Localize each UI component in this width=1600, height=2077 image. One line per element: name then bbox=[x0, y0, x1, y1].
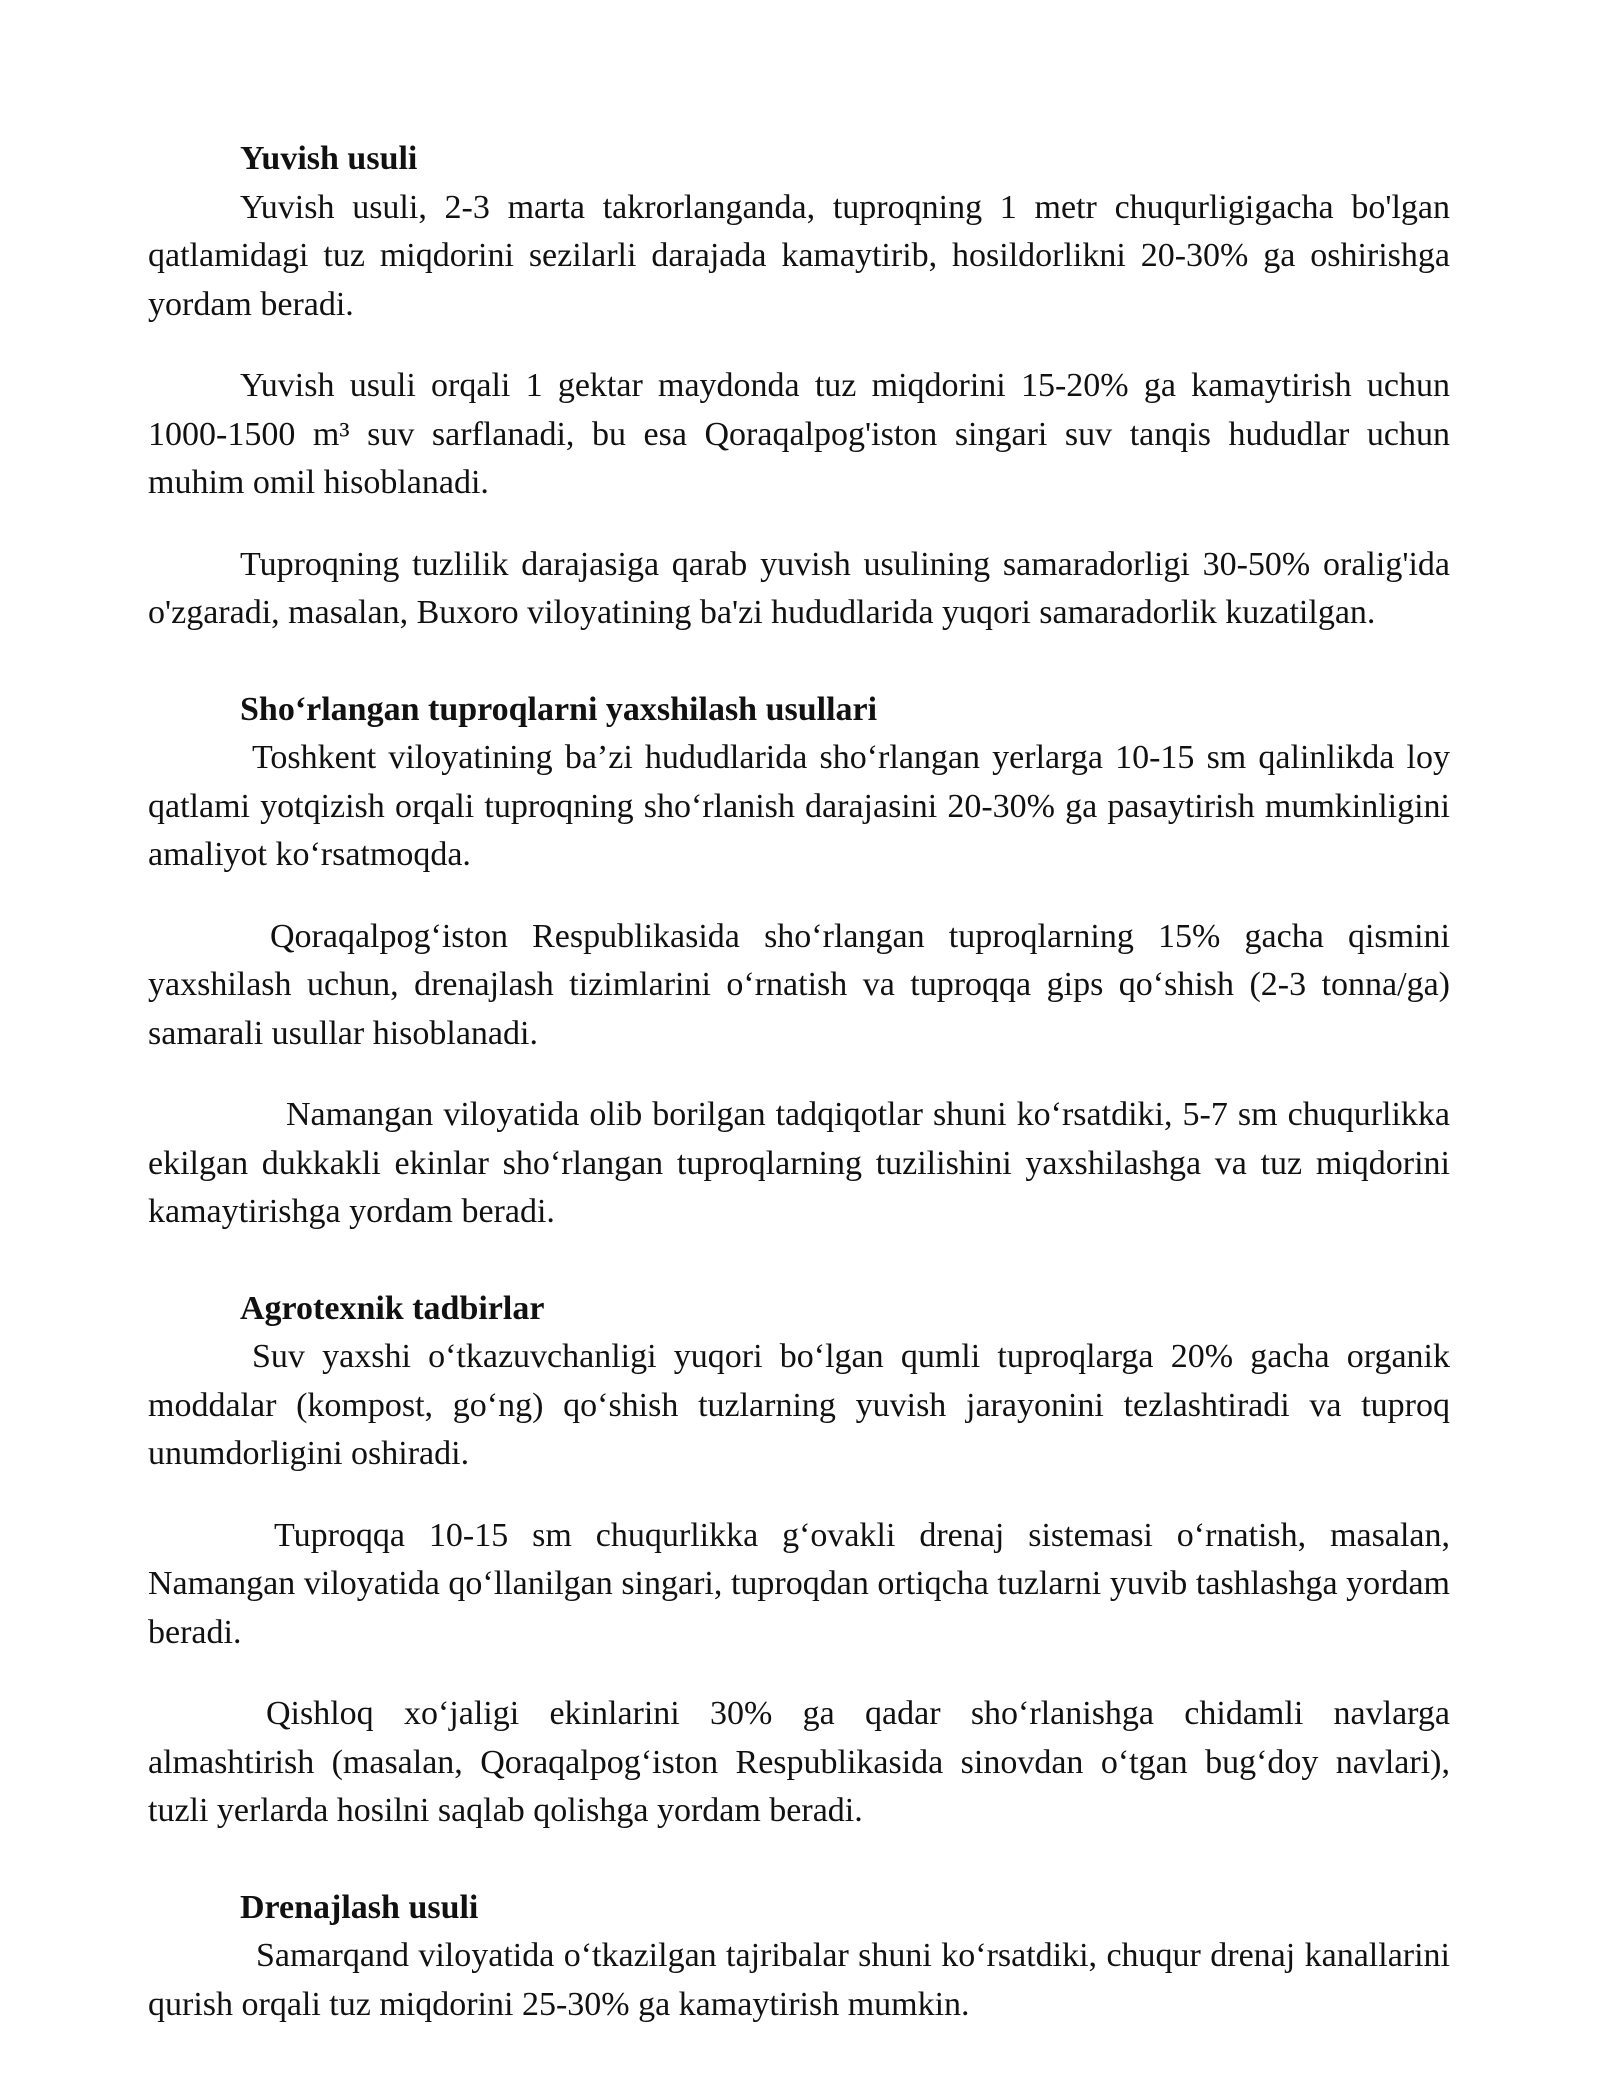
document-body bbox=[148, 135, 1450, 2077]
section-heading: Yuvish usuli bbox=[240, 140, 418, 177]
paragraph: Tuproqning tuzlilik darajasiga qarab yuvish usulining samaradorligi 30-50% oralig'ida o'zgaradi, masalan, Buxoro viloyatining ba'zi hududlarida yuqori samaradorlik kuzatilgan. bbox=[148, 545, 1450, 631]
section-drenajlash-usuli bbox=[148, 1884, 1450, 2030]
paragraph: Qishloq xo‘jaligi ekinlarini 30% ga qadar sho‘rlanishga chidamli navlarga almashtirish (masalan, Qoraqalpog‘iston Respublikasida sinovdan o‘tgan bug‘doy navlari), tuzli yerlarda hosilni saqlab qolishga yordam beradi. bbox=[148, 1695, 1450, 1829]
paragraph: Toshkent viloyatining ba’zi hududlarida sho‘rlangan yerlarga 10-15 sm qalinlikda loy qatlami yotqizish orqali tuproqning sho‘rlanish darajasini 20-30% ga pasaytirish mumkinligini amaliyot ko‘rsatmoqda. bbox=[148, 739, 1450, 873]
section-shorlangan-tuproqlar bbox=[148, 686, 1450, 1237]
section-heading: Sho‘rlangan tuproqlarni yaxshilash usullari bbox=[240, 690, 878, 728]
paragraph: Yuvish usuli orqali 1 gektar maydonda tuz miqdorini 15-20% ga kamaytirish uchun 1000-1500 m³ suv sarflanadi, bu esa Qoraqalpog'iston singari suv tanqis hududlar uchun muhim omil hisoblanadi. bbox=[148, 367, 1450, 501]
paragraph: Namangan viloyatida olib borilgan tadqiqotlar shuni ko‘rsatdiki, 5-7 sm chuqurlikka ekilgan dukkakli ekinlar sho‘rlangan tuproqlarning tuzilishini yaxshilashga va tuz miqdorini kamaytirishga yordam beradi. bbox=[148, 1096, 1450, 1230]
section-yuvish-usuli bbox=[148, 135, 1450, 638]
section-agrotexnik-tadbirlar bbox=[148, 1285, 1450, 1836]
paragraph: Samarqand viloyatida o‘tkazilgan tajribalar shuni ko‘rsatdiki, chuqur drenaj kanallarini qurish orqali tuz miqdorini 25-30% ga kamaytirish mumkin. bbox=[148, 1937, 1450, 2023]
paragraph: Tuproqqa 10-15 sm chuqurlikka g‘ovakli drenaj sistemasi o‘rnatish, masalan, Namangan viloyatida qo‘llanilgan singari, tuproqdan ortiqcha tuzlarni yuvib tashlashga yordam beradi. bbox=[148, 1516, 1450, 1651]
paragraph: Qoraqalpog‘iston Respublikasida sho‘rlangan tuproqlarning 15% gacha qismini yaxshilash uchun, drenajlash tizimlarini o‘rnatish va tuproqqa gips qo‘shish (2-3 tonna/ga) samarali usullar hisoblanadi. bbox=[148, 917, 1450, 1052]
paragraph: Yuvish usuli, 2-3 marta takrorlanganda, tuproqning 1 metr chuqurligigacha bo'lgan qatlamidagi tuz miqdorini sezilarli darajada kamaytirib, hosildorlikni 20-30% ga oshirishga yordam beradi. bbox=[148, 188, 1450, 323]
section-heading: Drenajlash usuli bbox=[240, 1888, 479, 1926]
section-heading: Agrotexnik tadbirlar bbox=[240, 1289, 545, 1327]
paragraph: Suv yaxshi o‘tkazuvchanligi yuqori bo‘lgan qumli tuproqlarga 20% gacha organik moddalar (kompost, go‘ng) qo‘shish tuzlarning yuvish jarayonini tezlashtiradi va tuproq unumdorligini oshiradi. bbox=[148, 1338, 1450, 1472]
